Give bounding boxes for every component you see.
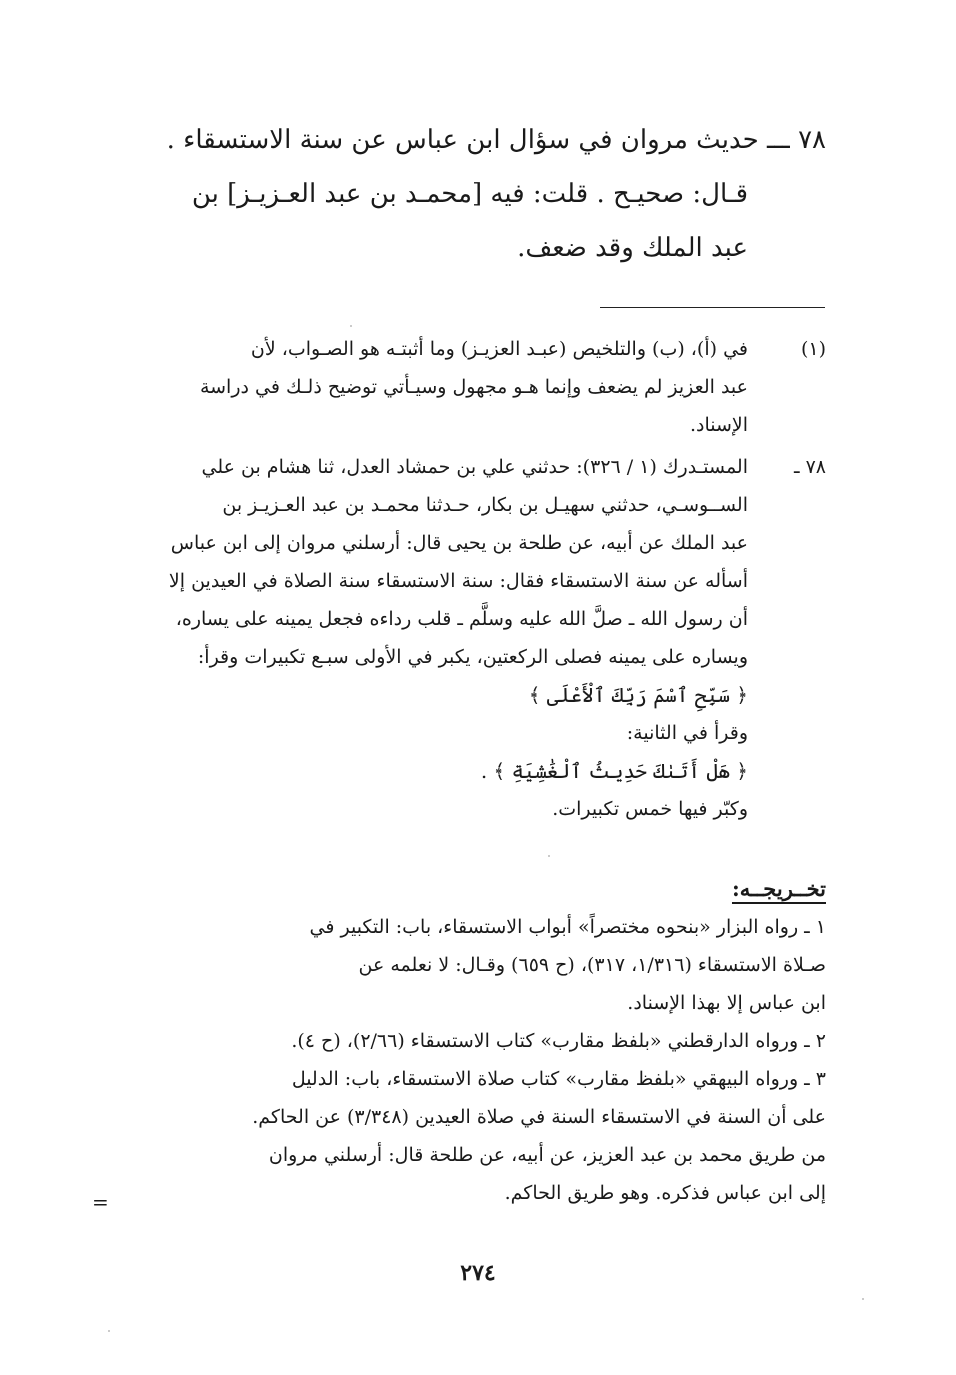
footnote-line: أن رسول الله ـ صلَّ الله عليه وسلَّم ـ قلب رداءه فجعل يمينه على يساره، bbox=[175, 608, 748, 630]
takhrij-line: ٣ ـ ورواه البيهقي «بلفظ مقارب» كتاب صلاة الاستسقاء، باب: الدليل bbox=[291, 1068, 826, 1090]
main-text-line: قـال: صحيـح . قلت: فيه [محمـد بن عبد العـزيـز] بن bbox=[191, 179, 748, 209]
footnote-line: عبد العزيز لم يضعف وإنما هـو مجهول وسيـأتي توضيح ذلـك في دراسة bbox=[199, 376, 748, 398]
main-text-line: عبد الملك وقد ضعف. bbox=[517, 233, 748, 263]
footnote-1 bbox=[126, 330, 826, 444]
takhrij-line: صـلاة الاستسقاء (١/٣١٦، ٣١٧)، (ح ٦٥٩) وقـال: لا نعلمه عن bbox=[358, 954, 826, 976]
footnote-line: وكبّر فيها خمس تكبيرات. bbox=[552, 798, 748, 820]
footnote-line: وقرأ في الثانية: bbox=[626, 722, 748, 744]
footnote-separator bbox=[600, 307, 825, 308]
footnote-78 bbox=[126, 448, 826, 828]
footnote-line: المستـدرك (١ / ٣٢٦): حدثني علي بن حمشاد العدل، ثنا هشام بن علي bbox=[201, 456, 748, 478]
main-entry bbox=[126, 113, 826, 275]
takhrij-line: ٢ ـ ورواه الدارقطني «بلفظ مقارب» كتاب الاستسقاء (٢/٦٦)، (ح ٤). bbox=[291, 1030, 826, 1052]
takhrij-section bbox=[126, 870, 826, 1212]
takhrij-line: إلى ابن عباس فذكره. وهو طريق الحاكم. bbox=[504, 1182, 826, 1204]
takhrij-line: على أن السنة في الاستسقاء السنة في صلاة العيدين (٣/٣٤٨) عن الحاكم. bbox=[252, 1106, 826, 1128]
entry-number: ٧٨ ـــ bbox=[766, 125, 826, 155]
page-number: ٢٧٤ bbox=[460, 1260, 496, 1286]
footnote-line: الســوسـي، حدثني سهيـل بن بكار، حـدثنا محمـد بن عبد العـزيـز بن bbox=[222, 494, 748, 516]
takhrij-line: ابن عباس إلا بهذا الإسناد. bbox=[627, 992, 826, 1014]
footnote-line: في (أ)، (ب) والتلخيص (عبـد العزيـز) وما أثبتـه هو الصـواب، لأن bbox=[250, 338, 748, 360]
quran-verse: ﴿ سَبِّحِ ٱسْمَ رَبِّكَ ٱلْأَعْلَى ﴾ bbox=[528, 683, 748, 707]
quran-verse: ﴿ هَلْ أَتَىٰكَ حَدِيثُ ٱلْغَٰشِيَةِ ﴾ . bbox=[480, 759, 748, 783]
footnote-number: ٧٨ ـ bbox=[793, 456, 826, 478]
entry-title: حديث مروان في سؤال ابن عباس عن سنة الاستسقاء . bbox=[166, 125, 759, 155]
takhrij-heading: تخــريجــه: bbox=[731, 876, 826, 901]
footnote-line: عبد الملك عن أبيه، عن طلحة بن يحيى قال: أرسلني مروان إلى ابن عباس bbox=[170, 532, 748, 554]
footnote-line: الإسناد. bbox=[689, 414, 748, 436]
footnote-line: ويساره على يمينه فصلى الركعتين، يكبر في الأولى سبـع تكبيرات وقرأ: bbox=[197, 646, 748, 668]
main-title-line bbox=[126, 113, 826, 167]
footnote-line: أسأله عن سنة الاستسقاء فقال: سنة الاستسقاء سنة الصلاة في العيدين إلا bbox=[168, 570, 748, 592]
takhrij-line: ١ ـ رواه البزار «بنحوه مختصراً» أبواب الاستسقاء، باب: التكبير في bbox=[309, 916, 826, 938]
takhrij-line: من طريق محمد بن عبد العزيز، عن أبيه، عن طلحة قال: أرسلني مروان bbox=[268, 1144, 826, 1166]
continuation-mark: = bbox=[92, 1190, 109, 1214]
footnote-number: (١) bbox=[800, 338, 826, 360]
